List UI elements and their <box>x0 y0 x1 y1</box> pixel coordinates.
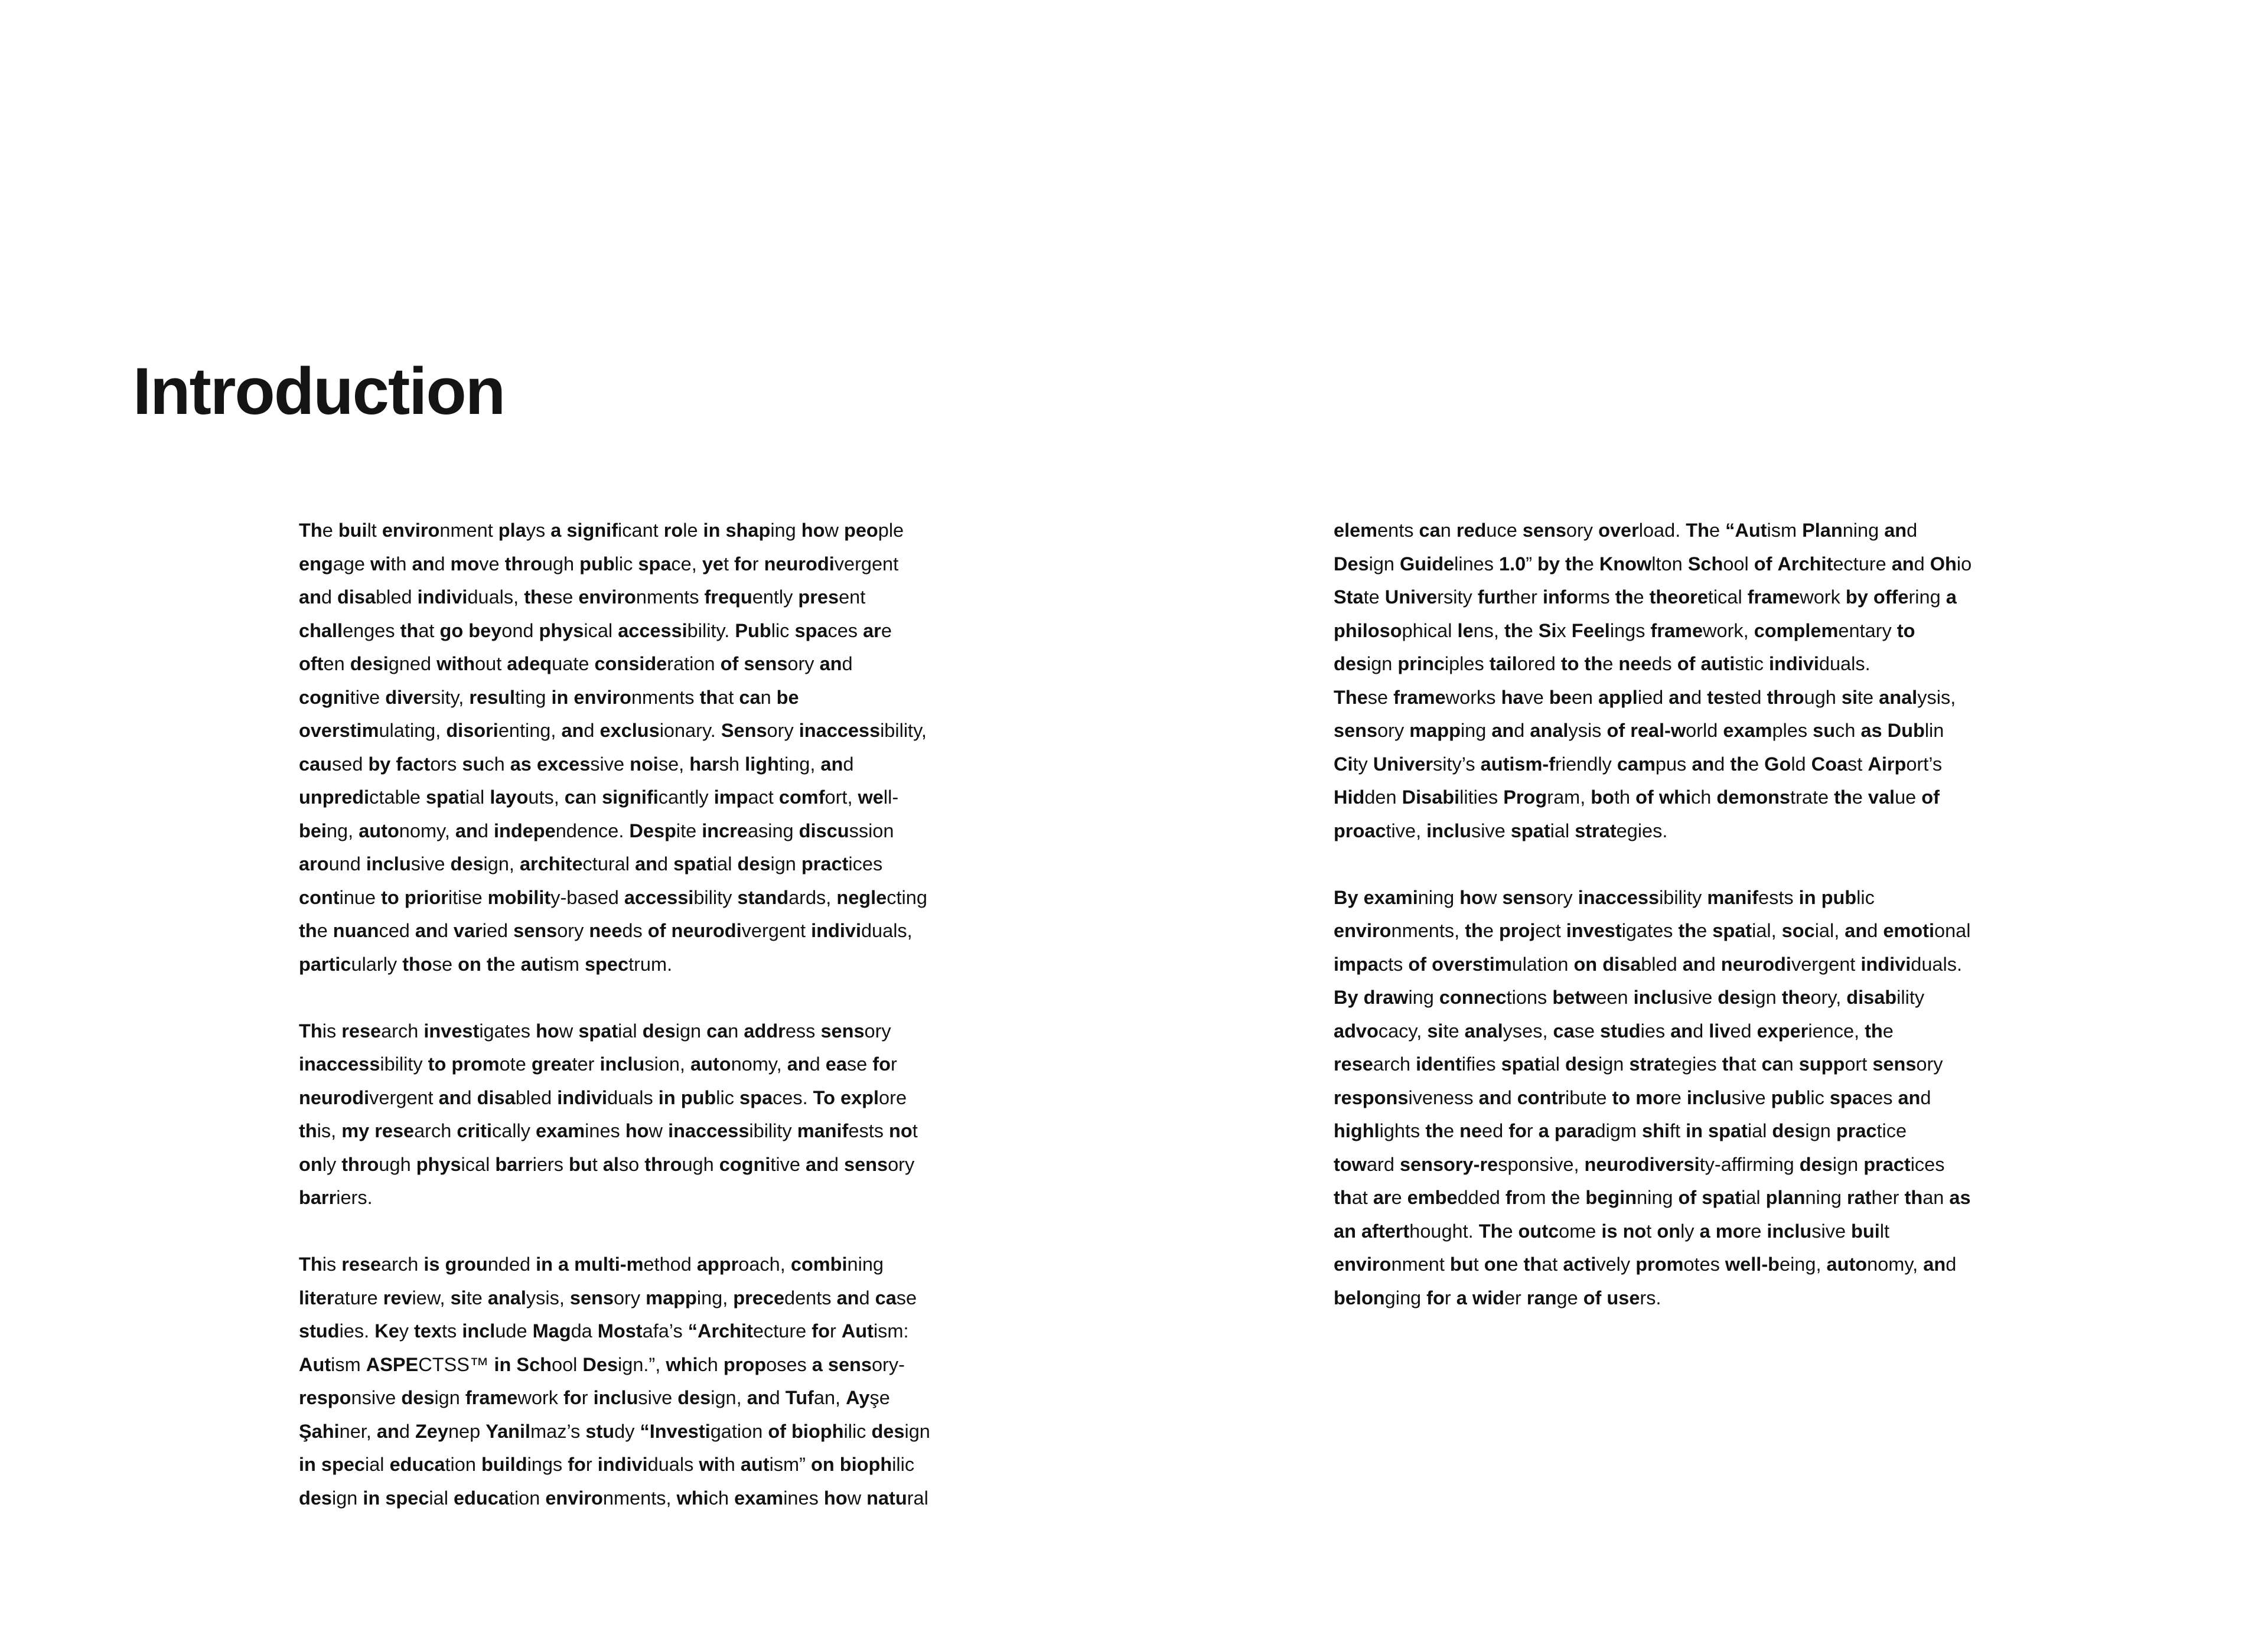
text-line: being, autonomy, and independence. Despite increasing discussion <box>299 820 894 841</box>
text-line: cognitive diversity, resulting in environments that can be <box>299 686 799 708</box>
text-line: only through physical barriers but also through cognitive and sensory <box>299 1153 915 1175</box>
text-line: barriers. <box>299 1187 373 1208</box>
text-line: This research investigates how spatial design can address sensory <box>299 1020 891 1042</box>
page-title: Introduction <box>133 354 505 428</box>
text-line: caused by factors such as excessive noise, harsh lighting, and <box>299 753 854 775</box>
paragraph <box>1334 514 2007 847</box>
text-line: unpredictable spatial layouts, can significantly impact comfort, well- <box>299 787 899 808</box>
text-line: impacts of overstimulation on disabled and neurodivergent individuals. <box>1334 953 1962 975</box>
text-line: overstimulating, disorienting, and exclusionary. Sensory inaccessibility, <box>299 720 927 741</box>
text-line: elements can reduce sensory overload. The “Autism Planning and <box>1334 520 1918 541</box>
text-line: in special education buildings for individuals with autism” on biophilic <box>299 1454 915 1475</box>
text-line: literature review, site analysis, sensory mapping, precedents and case <box>299 1287 917 1309</box>
text-line: highlights the need for a paradigm shift in spatial design practice <box>1334 1120 1907 1141</box>
text-line: toward sensory-responsive, neurodiversity-affirming design practices <box>1334 1153 1945 1175</box>
text-line: this, my research critically examines how inaccessibility manifests not <box>299 1120 918 1141</box>
text-line: neurodivergent and disabled individuals in public spaces. To explore <box>299 1086 907 1108</box>
left-text-column <box>299 514 966 1548</box>
right-text-column <box>1334 514 2007 1348</box>
text-line: around inclusive design, architectural and spatial design practices <box>299 853 883 875</box>
text-line: sensory mapping and analysis of real-world examples such as Dublin <box>1334 720 1944 741</box>
text-line: Şahiner, and Zeynep Yanilmaz’s study “Investigation of biophilic design <box>299 1420 930 1442</box>
text-line: design in special education environments, which examines how natural <box>299 1487 928 1509</box>
paragraph <box>299 1248 966 1515</box>
text-line: particularly those on the autism spectrum. <box>299 953 673 975</box>
text-line: City University’s autism-friendly campus and the Gold Coast Airport’s <box>1334 753 1943 775</box>
paragraph <box>299 1014 966 1215</box>
text-line: Autism ASPECTSS™ in School Design.”, which proposes a sensory- <box>299 1353 905 1375</box>
text-line: that are embedded from the beginning of spatial planning rather than as <box>1334 1187 1971 1208</box>
text-line: and disabled individuals, these environments frequently present <box>299 586 866 608</box>
text-line: continue to prioritise mobility-based accessibility standards, neglecting <box>299 886 927 908</box>
text-line: belonging for a wider range of users. <box>1334 1287 1661 1309</box>
text-line: environments, the project investigates the spatial, social, and emotional <box>1334 920 1971 941</box>
text-line: Hidden Disabilities Program, both of which demonstrate the value of <box>1334 787 1940 808</box>
text-line: responsive design framework for inclusive design, and Tufan, Ayşe <box>299 1387 890 1408</box>
text-line: the nuanced and varied sensory needs of neurodivergent individuals, <box>299 920 913 941</box>
text-line: often designed without adequate consideration of sensory and <box>299 653 853 674</box>
text-line: responsiveness and contribute to more inclusive public spaces and <box>1334 1086 1931 1108</box>
text-line: proactive, inclusive spatial strategies. <box>1334 820 1668 841</box>
text-line: philosophical lens, the Six Feelings framework, complementary to <box>1334 619 1915 641</box>
text-line: research identifies spatial design strategies that can support sensory <box>1334 1053 1943 1075</box>
paragraph <box>1334 881 2007 1315</box>
text-line: inaccessibility to promote greater inclusion, autonomy, and ease for <box>299 1053 897 1075</box>
text-line: studies. Key texts include Magda Mostafa’s “Architecture for Autism: <box>299 1320 909 1342</box>
text-line: an afterthought. The outcome is not only a more inclusive built <box>1334 1220 1890 1242</box>
text-line: This research is grounded in a multi-method approach, combining <box>299 1254 884 1275</box>
text-line: Design Guidelines 1.0” by the Knowlton School of Architecture and Ohio <box>1334 553 1972 575</box>
paragraph <box>299 514 966 981</box>
text-line: engage with and move through public space, yet for neurodivergent <box>299 553 899 575</box>
text-line: These frameworks have been applied and tested through site analysis, <box>1334 686 1956 708</box>
text-line: design principles tailored to the needs of autistic individuals. <box>1334 653 1871 674</box>
text-line: By drawing connections between inclusive design theory, disability <box>1334 987 1925 1008</box>
text-line: By examining how sensory inaccessibility manifests in public <box>1334 886 1875 908</box>
text-line: challenges that go beyond physical accessibility. Public spaces are <box>299 619 892 641</box>
text-line: State University further informs the theoretical framework by offering a <box>1334 586 1957 608</box>
text-line: advocacy, site analyses, case studies and lived experience, the <box>1334 1020 1894 1042</box>
text-line: environment but one that actively promotes well-being, autonomy, and <box>1334 1254 1957 1275</box>
text-line: The built environment plays a significant role in shaping how people <box>299 520 904 541</box>
